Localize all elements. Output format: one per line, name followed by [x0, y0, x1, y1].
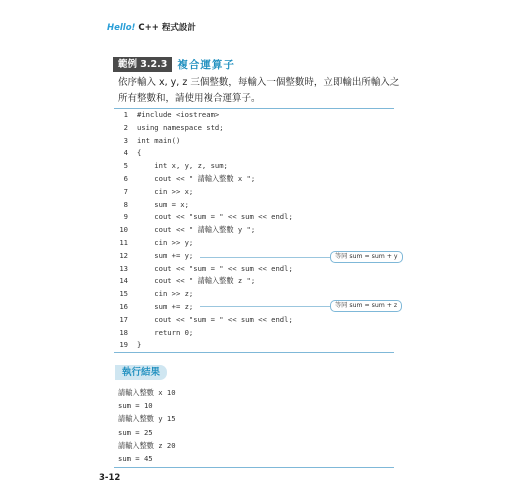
code-line: [114, 135, 394, 148]
code-text: int main(): [137, 135, 181, 145]
code-text: sum += y;: [137, 250, 194, 260]
line-number: 15: [119, 289, 128, 299]
code-text: cout << " 請輸入整數 x ";: [137, 173, 256, 183]
code-text: sum += z;: [137, 301, 194, 311]
code-text: cout << " 請輸入整數 z ";: [137, 276, 256, 286]
code-text: return 0;: [137, 327, 194, 337]
line-number: 9: [123, 212, 128, 222]
output-bottom-rule: [114, 467, 394, 468]
result-heading: 執行結果: [115, 365, 167, 380]
code-text: using namespace std;: [137, 122, 224, 132]
line-number: 5: [123, 161, 128, 171]
line-number: 11: [119, 237, 128, 247]
program-output: [118, 386, 176, 465]
example-heading: [113, 57, 235, 71]
line-number: 19: [119, 340, 128, 350]
code-text: cout << " 請輸入整數 y ";: [137, 225, 256, 235]
annotation-callout: 等同 sum = sum + y: [330, 251, 403, 263]
code-line: [114, 186, 394, 199]
code-text: int x, y, z, sum;: [137, 161, 228, 171]
output-line: 請輸入整數 y 15: [118, 414, 176, 424]
header-hello: Hello!: [107, 23, 136, 33]
example-tag: 範例 3.2.3: [113, 57, 172, 72]
annotation-leader-line: [200, 257, 330, 258]
code-text: cout << "sum = " << sum << endl;: [137, 314, 293, 324]
line-number: 1: [123, 110, 128, 119]
header-book-title: C++ 程式設計: [138, 23, 196, 33]
line-number: 3: [123, 135, 128, 145]
code-line: [114, 173, 394, 186]
running-header: [107, 21, 196, 33]
code-text: cout << "sum = " << sum << endl;: [137, 212, 293, 222]
line-number: 8: [123, 199, 128, 209]
example-description: 依序輸入 x, y, z 三個整數，每輸入一個整數時，立即輸出所輸入之所有整數和，請使用複合運算子。: [118, 77, 400, 104]
line-number: 10: [119, 225, 128, 235]
code-line: [114, 109, 394, 122]
code-line: [114, 237, 394, 250]
output-line: sum = 45: [118, 453, 153, 463]
code-line: [114, 339, 394, 352]
code-text: }: [137, 340, 142, 350]
code-bottom-rule: [114, 352, 394, 353]
code-line: [114, 224, 394, 237]
line-number: 2: [123, 122, 128, 132]
page-number: 3-12: [99, 473, 121, 483]
line-number: 6: [123, 173, 128, 183]
line-number: 13: [119, 263, 128, 273]
output-line: 請輸入整數 x 10: [118, 388, 176, 397]
code-line: [114, 263, 394, 276]
output-line: sum = 25: [118, 427, 153, 437]
code-line: [114, 160, 394, 173]
annotation-callout: 等同 sum = sum + z: [330, 300, 402, 312]
code-line: [114, 327, 394, 340]
line-number: 4: [123, 148, 128, 158]
line-number: 14: [119, 276, 128, 286]
code-line: [114, 211, 394, 224]
line-number: 18: [119, 327, 128, 337]
code-text: cout << "sum = " << sum << endl;: [137, 263, 293, 273]
line-number: 17: [119, 314, 128, 324]
output-line: 請輸入整數 z 20: [118, 440, 176, 450]
code-text: cin >> y;: [137, 237, 194, 247]
example-title: 複合運算子: [177, 58, 235, 71]
output-line: sum = 10: [118, 401, 153, 411]
code-line: [114, 199, 394, 212]
code-line: [114, 122, 394, 135]
code-text: cin >> x;: [137, 186, 194, 196]
annotation-leader-line: [200, 306, 330, 307]
code-text: sum = x;: [137, 199, 189, 209]
code-line: [114, 147, 394, 160]
code-text: {: [137, 148, 142, 158]
line-number: 16: [119, 301, 128, 311]
line-number: 12: [119, 250, 128, 260]
line-number: 7: [123, 186, 128, 196]
code-text: cin >> z;: [137, 289, 194, 299]
code-line: [114, 314, 394, 327]
code-listing: [114, 109, 394, 352]
code-text: #include <iostream>: [137, 110, 220, 119]
code-line: [114, 275, 394, 288]
